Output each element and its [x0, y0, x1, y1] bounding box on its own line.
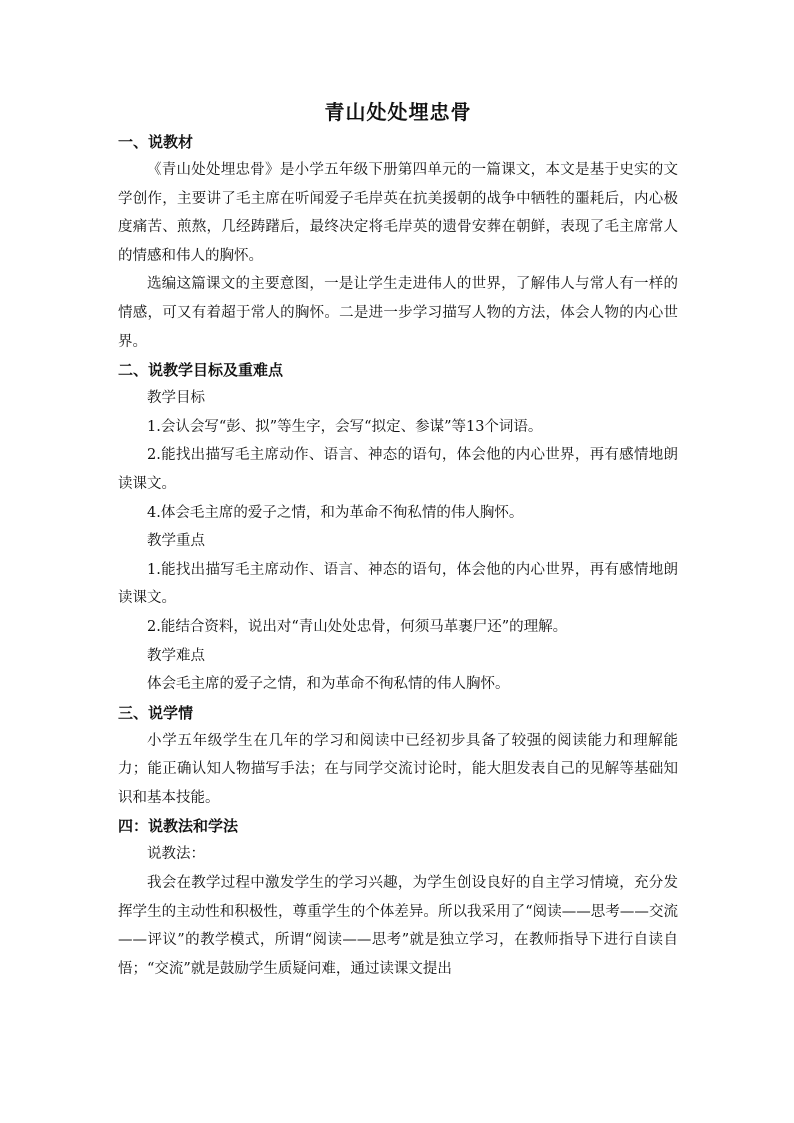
paragraph: 选编这篇课文的主要意图，一是让学生走进伟人的世界，了解伟人与常人有一样的情感，可又有着超于常人的胸怀。二是进一步学习描写人物的方法，体会人物的内心世界。	[118, 276, 678, 350]
paragraph: 小学五年级学生在几年的学习和阅读中已经初步具备了较强的阅读能力和理解能力；能正确认知人物描写手法；在与同学交流讨论时，能大胆发表自己的见解等基础知识和基本技能。	[118, 732, 678, 806]
goals-label: 教学目标	[147, 390, 205, 407]
document-title: 青山处处埋忠骨	[324, 100, 472, 124]
key-point-item: 1.能找出描写毛主席动作、语言、神态的语句，体会他的内心世界，再有感情地朗读课文。	[118, 561, 678, 607]
goal-item: 2.能找出描写毛主席动作、语言、神态的语句，体会他的内心世界，再有感情地朗读课文。	[118, 447, 678, 492]
section-heading-goals: 二、说教学目标及重难点	[118, 361, 284, 380]
paragraph: 我会在教学过程中激发学生的学习兴趣，为学生创设良好的自主学习情境，充分发挥学生的主动性和积极性，尊重学生的个体差异。所以我采用了“阅读——思考——交流——评议”的教学模式，所谓“阅读——思考”就是独立学习，在教师指导下进行自读自悟；“交流”就是鼓励学生质疑问难，通过读课文提出	[118, 875, 678, 977]
section-heading-teaching-material: 一、说教材	[118, 133, 194, 151]
methods-sub-label: 说教法：	[147, 846, 205, 863]
goal-item: 1.会认会写“彭、拟”等生字，会写“拟定、参谋”等13个词语。	[147, 418, 543, 435]
key-point-item: 2.能结合资料，说出对“青山处处忠骨，何须马革裹尸还”的理解。	[147, 618, 568, 635]
paragraph: 《青山处处埋忠骨》是小学五年级下册第四单元的一篇课文，本文是基于史实的文学创作，主要讲了毛主席在听闻爱子毛岸英在抗美援朝的战争中牺牲的噩耗后，内心极度痛苦、煎熬，几经踌躇后，最终决定将毛岸英的遗骨安葬在朝鲜，表现了毛主席常人的情感和伟人的胸怀。	[118, 162, 678, 264]
difficulty-label: 教学难点	[147, 647, 205, 664]
section-heading-learners: 三、说学情	[118, 703, 194, 722]
section-heading-methods: 四：说教法和学法	[118, 817, 239, 836]
goal-item: 4.体会毛主席的爱子之情，和为革命不徇私情的伟人胸怀。	[147, 504, 524, 521]
difficulty-item: 体会毛主席的爱子之情，和为革命不徇私情的伟人胸怀。	[147, 676, 510, 693]
document-page	[118, 98, 678, 983]
key-points-label: 教学重点	[147, 533, 205, 550]
